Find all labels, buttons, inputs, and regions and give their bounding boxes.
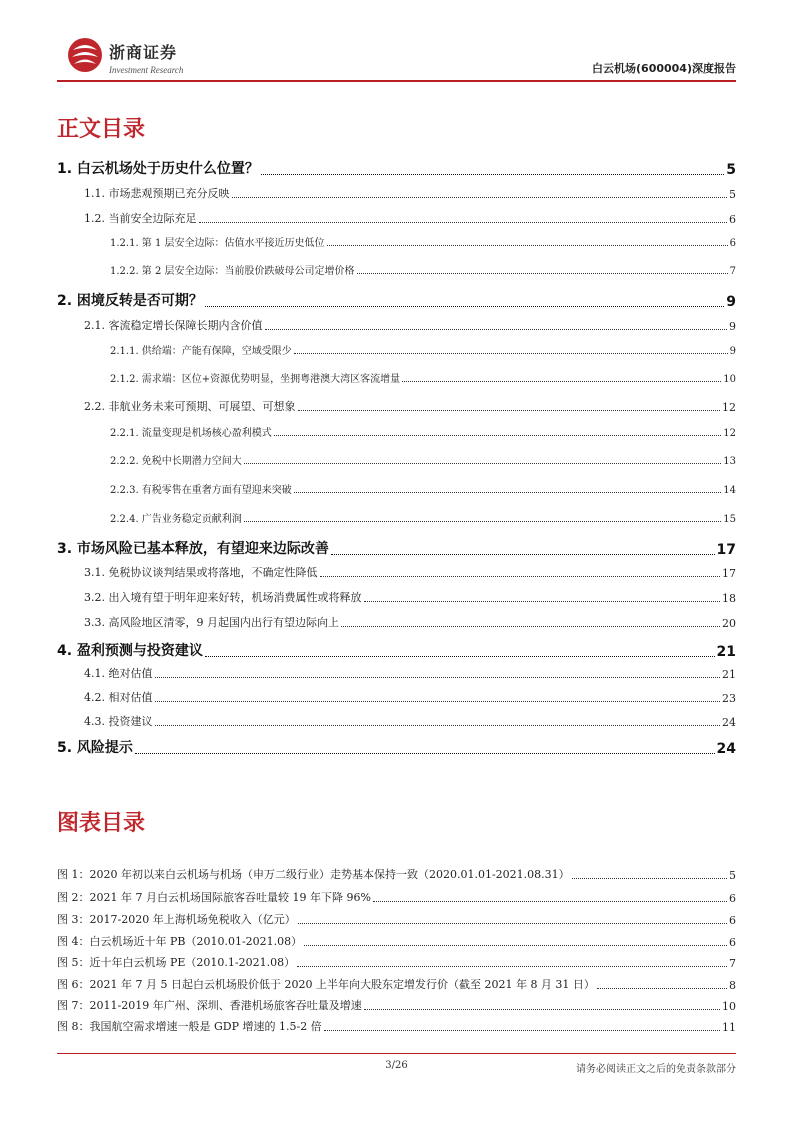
dot-leader xyxy=(244,521,721,522)
figure-entry[interactable] xyxy=(57,997,736,1013)
figure-entry-page: 8 xyxy=(729,979,736,992)
toc-entry-page: 17 xyxy=(716,542,736,558)
figure-entry[interactable] xyxy=(57,1018,736,1034)
toc-entry-page: 18 xyxy=(722,592,736,605)
dot-leader xyxy=(331,554,715,555)
dot-leader xyxy=(205,306,724,307)
figure-entry-title: 图 6：2021 年 7 月 5 日起白云机场股价低于 2020 上半年向大股东定增发行价（截至 2021 年 8 月 31 日） xyxy=(57,978,595,991)
toc-entry-title: 4.3. 投资建议 xyxy=(84,715,153,728)
figure-entry-title: 图 5：近十年白云机场 PE（2010.1-2021.08） xyxy=(57,956,296,969)
dot-leader xyxy=(364,1009,720,1010)
toc-entry[interactable] xyxy=(84,210,736,226)
figure-entry[interactable] xyxy=(57,911,736,927)
toc-entry-page: 13 xyxy=(723,456,736,467)
toc-entry-title: 3.3. 高风险地区清零，9 月起国内出行有望边际向上 xyxy=(84,616,339,629)
toc-title: 正文目录 xyxy=(57,117,146,142)
figure-entry-title: 图 4：白云机场近十年 PB（2010.01-2021.08） xyxy=(57,935,303,948)
toc-entry-title: 2. 困境反转是否可期？ xyxy=(57,293,203,309)
toc-entry-page: 21 xyxy=(722,668,736,681)
figures-title: 图表目录 xyxy=(57,811,146,836)
page-number: 3/26 xyxy=(385,1060,408,1071)
toc-entry-title: 4. 盈利预测与投资建议 xyxy=(57,643,203,659)
toc-entry-page: 10 xyxy=(723,374,736,385)
dot-leader xyxy=(244,463,721,464)
figure-entry[interactable] xyxy=(57,976,736,992)
brand xyxy=(109,40,183,75)
dot-leader xyxy=(597,988,727,989)
figure-entry-page: 7 xyxy=(729,957,736,970)
toc-entry-page: 9 xyxy=(726,294,736,310)
footer-divider xyxy=(57,1053,736,1054)
toc-entry-title: 3.2. 出入境有望于明年迎来好转，机场消费属性或将释放 xyxy=(84,591,362,604)
toc-entry-page: 5 xyxy=(726,162,736,178)
toc-entry-page: 9 xyxy=(729,346,736,357)
toc-entry[interactable] xyxy=(110,510,736,525)
figure-entry[interactable] xyxy=(57,954,736,970)
toc-entry-page: 24 xyxy=(722,716,736,729)
dot-leader xyxy=(341,626,720,627)
dot-leader xyxy=(364,601,721,602)
toc-entry-title: 1.2.1. 第 1 层安全边际：估值水平接近历史低位 xyxy=(110,238,325,249)
toc-entry-title: 1.2.2. 第 2 层安全边际：当前股价跌破母公司定增价格 xyxy=(110,266,355,277)
toc-entry-title: 4.1. 绝对估值 xyxy=(84,667,153,680)
toc-entry[interactable] xyxy=(110,234,736,249)
toc-entry[interactable] xyxy=(84,185,736,201)
brand-tagline: Investment Research xyxy=(109,65,184,75)
figure-entry-title: 图 1：2020 年初以来白云机场与机场（申万二级行业）走势基本保持一致（2020.01.01-2021.08.31） xyxy=(57,868,570,881)
toc-entry-title: 2.2.1. 流量变现是机场核心盈利模式 xyxy=(110,428,272,439)
toc-entry[interactable] xyxy=(110,424,736,439)
dot-leader xyxy=(135,753,715,754)
dot-leader xyxy=(155,701,721,702)
figure-entry-page: 11 xyxy=(722,1021,736,1034)
dot-leader xyxy=(294,492,721,493)
toc-entry-page: 7 xyxy=(729,266,736,277)
toc-entry[interactable] xyxy=(84,589,736,605)
dot-leader xyxy=(324,1030,720,1031)
dot-leader xyxy=(297,966,727,967)
toc-entry[interactable] xyxy=(57,737,736,757)
toc-entry[interactable] xyxy=(57,538,736,558)
dot-leader xyxy=(304,945,727,946)
figure-entry-page: 6 xyxy=(729,936,736,949)
toc-entry[interactable] xyxy=(110,342,736,357)
figure-entry[interactable] xyxy=(57,866,736,882)
toc-entry[interactable] xyxy=(110,370,736,385)
dot-leader xyxy=(265,329,728,330)
dot-leader xyxy=(155,725,721,726)
toc-entry[interactable] xyxy=(84,689,736,705)
toc-entry-page: 9 xyxy=(729,320,736,333)
toc-entry-title: 1. 白云机场处于历史什么位置？ xyxy=(57,161,259,177)
toc-entry-page: 12 xyxy=(723,428,736,439)
toc-entry-title: 2.2.3. 有税零售在重奢方面有望迎来突破 xyxy=(110,485,292,496)
toc-entry-title: 3.1. 免税协议谈判结果或将落地，不确定性降低 xyxy=(84,566,318,579)
toc-entry-page: 21 xyxy=(716,644,736,660)
toc-entry-title: 2.2.2. 免税中长期潜力空间大 xyxy=(110,456,242,467)
toc-entry-page: 6 xyxy=(729,213,736,226)
toc-entry[interactable] xyxy=(84,317,736,333)
toc-entry-page: 5 xyxy=(729,188,736,201)
toc-entry-page: 15 xyxy=(723,514,736,525)
toc-entry-title: 2.2.4. 广告业务稳定贡献利润 xyxy=(110,514,242,525)
dot-leader xyxy=(320,576,721,577)
toc-entry[interactable] xyxy=(57,640,736,660)
toc-entry-title: 2.1.1. 供给端：产能有保障，空域受限少 xyxy=(110,346,292,357)
toc-entry-page: 23 xyxy=(722,692,736,705)
report-title: 白云机场(600004)深度报告 xyxy=(592,62,736,75)
dot-leader xyxy=(327,245,728,246)
figure-entry[interactable] xyxy=(57,889,736,905)
figure-entry-title: 图 7：2011-2019 年广州、深圳、香港机场旅客吞吐量及增速 xyxy=(57,999,362,1012)
brand-name: 浙商证券 xyxy=(109,43,178,62)
toc-entry-title: 2.1.2. 需求端：区位+资源优势明显，坐拥粤港澳大湾区客流增量 xyxy=(110,374,401,385)
toc-entry[interactable] xyxy=(84,398,736,414)
figure-entry-title: 图 8：我国航空需求增速一般是 GDP 增速的 1.5-2 倍 xyxy=(57,1020,322,1033)
disclaimer-note: 请务必阅读正文之后的免责条款部分 xyxy=(576,1064,736,1075)
dot-leader xyxy=(205,656,715,657)
toc-entry-title: 1.2. 当前安全边际充足 xyxy=(84,212,197,225)
toc-entry-title: 4.2. 相对估值 xyxy=(84,691,153,704)
toc-entry-page: 24 xyxy=(716,741,736,757)
toc-entry[interactable] xyxy=(110,452,736,467)
toc-entry[interactable] xyxy=(84,614,736,630)
toc-entry[interactable] xyxy=(84,564,736,580)
dot-leader xyxy=(572,878,727,879)
dot-leader xyxy=(298,410,721,411)
toc-entry-page: 14 xyxy=(723,485,736,496)
figure-entry-page: 10 xyxy=(722,1000,736,1013)
figure-entry-title: 图 2：2021 年 7 月白云机场国际旅客吞吐量较 19 年下降 96% xyxy=(57,891,371,904)
zheshang-logo-icon xyxy=(65,36,105,74)
dot-leader xyxy=(402,381,721,382)
dot-leader xyxy=(294,353,728,354)
toc-entry[interactable] xyxy=(84,665,736,681)
dot-leader xyxy=(199,222,728,223)
page-header xyxy=(57,36,736,82)
toc-entry-page: 6 xyxy=(729,238,736,249)
toc-entry-title: 3. 市场风险已基本释放，有望迎来边际改善 xyxy=(57,541,329,557)
figure-entry-page: 6 xyxy=(729,914,736,927)
toc-entry[interactable] xyxy=(110,481,736,496)
toc-entry[interactable] xyxy=(57,158,736,178)
toc-entry-page: 20 xyxy=(722,617,736,630)
toc-entry-title: 2.2. 非航业务未来可预期、可展望、可想象 xyxy=(84,400,296,413)
dot-leader xyxy=(232,197,728,198)
figure-entry-page: 5 xyxy=(729,869,736,882)
toc-entry-title: 2.1. 客流稳定增长保障长期内含价值 xyxy=(84,319,263,332)
toc-entry[interactable] xyxy=(57,290,736,310)
toc-entry-page: 17 xyxy=(722,567,736,580)
dot-leader xyxy=(274,435,721,436)
toc-entry[interactable] xyxy=(110,262,736,277)
toc-entry-title: 5. 风险提示 xyxy=(57,740,133,756)
dot-leader xyxy=(373,901,727,902)
figure-entry-title: 图 3：2017-2020 年上海机场免税收入（亿元） xyxy=(57,913,296,926)
toc-entry[interactable] xyxy=(84,713,736,729)
toc-entry-title: 1.1. 市场悲观预期已充分反映 xyxy=(84,187,230,200)
toc-entry-page: 12 xyxy=(722,401,736,414)
dot-leader xyxy=(155,677,721,678)
figure-entry[interactable] xyxy=(57,933,736,949)
dot-leader xyxy=(298,923,727,924)
dot-leader xyxy=(261,174,724,175)
figure-entry-page: 6 xyxy=(729,892,736,905)
dot-leader xyxy=(357,273,728,274)
